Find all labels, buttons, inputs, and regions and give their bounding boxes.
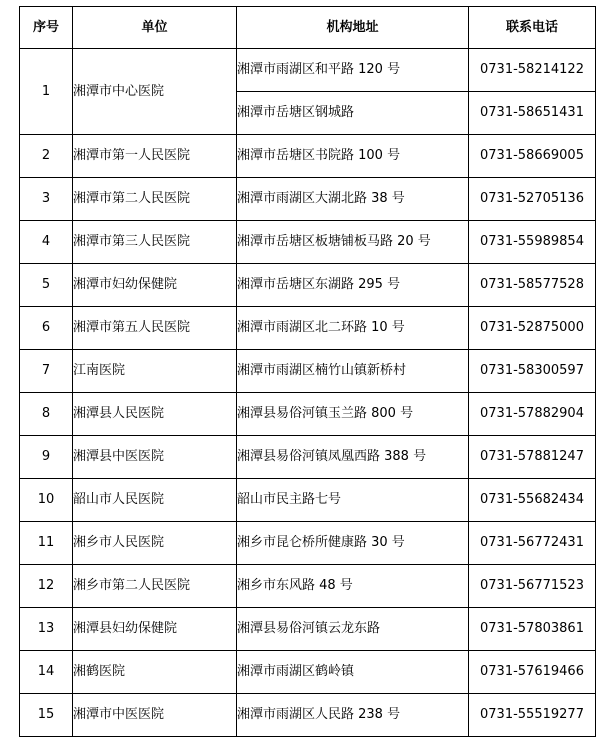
cell-no: 1 xyxy=(20,49,73,135)
cell-phone: 0731-58669005 xyxy=(469,135,596,178)
cell-no: 6 xyxy=(20,307,73,350)
cell-unit: 江南医院 xyxy=(73,350,237,393)
table-row xyxy=(20,522,596,565)
cell-unit: 湘潭市第三人民医院 xyxy=(73,221,237,264)
table-row xyxy=(20,393,596,436)
cell-no: 8 xyxy=(20,393,73,436)
cell-phone: 0731-55682434 xyxy=(469,479,596,522)
cell-phone: 0731-55989854 xyxy=(469,221,596,264)
cell-address: 湘乡市昆仑桥所健康路 30 号 xyxy=(237,522,469,565)
header-address: 机构地址 xyxy=(237,7,469,49)
cell-phone: 0731-52875000 xyxy=(469,307,596,350)
cell-phone: 0731-55519277 xyxy=(469,694,596,737)
cell-no: 11 xyxy=(20,522,73,565)
cell-no: 2 xyxy=(20,135,73,178)
table-row xyxy=(20,264,596,307)
header-phone: 联系电话 xyxy=(469,7,596,49)
table-row xyxy=(20,651,596,694)
table-row xyxy=(20,221,596,264)
cell-phone: 0731-56772431 xyxy=(469,522,596,565)
cell-address: 湘潭县易俗河镇云龙东路 xyxy=(237,608,469,651)
cell-address: 湘潭县易俗河镇玉兰路 800 号 xyxy=(237,393,469,436)
cell-address: 湘潭市岳塘区板塘铺板马路 20 号 xyxy=(237,221,469,264)
cell-phone: 0731-58577528 xyxy=(469,264,596,307)
cell-phone: 0731-58651431 xyxy=(469,92,596,135)
cell-address: 湘潭县易俗河镇凤凰西路 388 号 xyxy=(237,436,469,479)
cell-no: 3 xyxy=(20,178,73,221)
table-row xyxy=(20,49,596,92)
cell-unit: 湘乡市人民医院 xyxy=(73,522,237,565)
cell-phone: 0731-57803861 xyxy=(469,608,596,651)
header-row xyxy=(20,7,596,49)
cell-phone: 0731-57619466 xyxy=(469,651,596,694)
cell-phone: 0731-58214122 xyxy=(469,49,596,92)
cell-unit: 韶山市人民医院 xyxy=(73,479,237,522)
table-row xyxy=(20,694,596,737)
cell-phone: 0731-58300597 xyxy=(469,350,596,393)
cell-phone: 0731-57881247 xyxy=(469,436,596,479)
cell-address: 湘潭市雨湖区北二环路 10 号 xyxy=(237,307,469,350)
cell-address: 湘潭市雨湖区楠竹山镇新桥村 xyxy=(237,350,469,393)
cell-address: 湘潭市岳塘区东湖路 295 号 xyxy=(237,264,469,307)
cell-address: 湘乡市东风路 48 号 xyxy=(237,565,469,608)
cell-unit: 湘潭市妇幼保健院 xyxy=(73,264,237,307)
cell-address: 湘潭市雨湖区人民路 238 号 xyxy=(237,694,469,737)
table-row xyxy=(20,178,596,221)
cell-unit: 湘潭市第二人民医院 xyxy=(73,178,237,221)
cell-unit: 湘潭市第五人民医院 xyxy=(73,307,237,350)
cell-no: 12 xyxy=(20,565,73,608)
cell-no: 4 xyxy=(20,221,73,264)
cell-no: 15 xyxy=(20,694,73,737)
cell-unit: 湘鹤医院 xyxy=(73,651,237,694)
table-row xyxy=(20,307,596,350)
cell-phone: 0731-56771523 xyxy=(469,565,596,608)
cell-unit: 湘潭县妇幼保健院 xyxy=(73,608,237,651)
cell-address: 韶山市民主路七号 xyxy=(237,479,469,522)
cell-unit: 湘潭县人民医院 xyxy=(73,393,237,436)
header-no: 序号 xyxy=(20,7,73,49)
cell-unit: 湘潭县中医医院 xyxy=(73,436,237,479)
cell-address: 湘潭市岳塘区书院路 100 号 xyxy=(237,135,469,178)
table-row xyxy=(20,436,596,479)
cell-unit: 湘潭市中医医院 xyxy=(73,694,237,737)
table-row xyxy=(20,135,596,178)
cell-phone: 0731-57882904 xyxy=(469,393,596,436)
cell-no: 7 xyxy=(20,350,73,393)
cell-address: 湘潭市雨湖区大湖北路 38 号 xyxy=(237,178,469,221)
cell-phone: 0731-52705136 xyxy=(469,178,596,221)
table-row xyxy=(20,350,596,393)
hospital-table xyxy=(19,6,596,737)
table-row xyxy=(20,479,596,522)
cell-address: 湘潭市岳塘区钢城路 xyxy=(237,92,469,135)
table-row xyxy=(20,565,596,608)
cell-unit: 湘潭市第一人民医院 xyxy=(73,135,237,178)
cell-no: 5 xyxy=(20,264,73,307)
header-unit: 单位 xyxy=(73,7,237,49)
table-row xyxy=(20,608,596,651)
cell-unit: 湘乡市第二人民医院 xyxy=(73,565,237,608)
cell-address: 湘潭市雨湖区和平路 120 号 xyxy=(237,49,469,92)
cell-unit: 湘潭市中心医院 xyxy=(73,49,237,135)
cell-no: 10 xyxy=(20,479,73,522)
cell-address: 湘潭市雨湖区鹤岭镇 xyxy=(237,651,469,694)
cell-no: 14 xyxy=(20,651,73,694)
cell-no: 9 xyxy=(20,436,73,479)
cell-no: 13 xyxy=(20,608,73,651)
